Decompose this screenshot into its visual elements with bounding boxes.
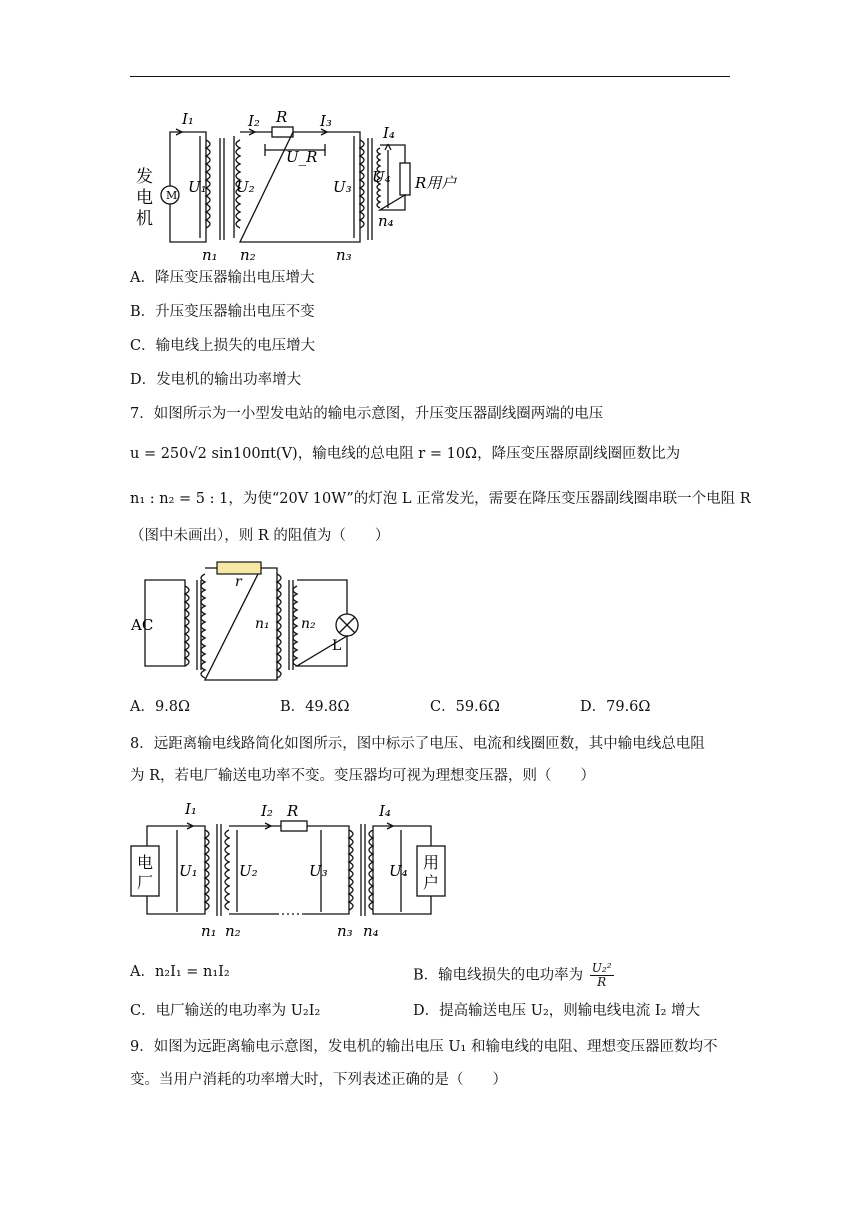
q7-option-a: A．9.8Ω [130,699,191,715]
q8-n2: n₂ [225,922,241,940]
q8-option-b [413,962,614,989]
q6-U4: U₄ [372,168,391,186]
q8-stem-line2: 为 R，若电厂输送电功率不变。变压器均可视为理想变压器，则（ ） [130,768,596,784]
q7-option-d: D．79.6Ω [580,699,651,715]
q8-option-b-text: B．输电线损失的电功率为 [413,967,584,984]
q6-n1: n₁ [202,246,218,264]
q7-option-b: B．49.8Ω [280,699,350,715]
q6-I3: I₃ [320,112,332,130]
q8-U1: U₁ [179,862,198,880]
q7-stem-line2: u = 250√2 sin100πt(V)，输电线的总电阻 r = 10Ω，降压变压器原副线圈匝数比为 [130,446,681,462]
q8-option-c: C．电厂输送的电功率为 U₂I₂ [130,1003,321,1019]
q8-U2: U₂ [239,862,258,880]
q8-I1: I₁ [185,800,197,818]
q8-I2: I₂ [261,802,273,820]
q8-plant-char-2: 厂 [137,873,154,892]
q6-n2: n₂ [240,246,256,264]
q6-U1: U₁ [188,178,207,196]
q8-plant-char-1: 电 [137,853,154,872]
q6-Ruser: R用户 [415,174,457,192]
q6-option-b: B．升压变压器输出电压不变 [130,304,315,320]
q6-I2: I₂ [248,112,260,130]
q6-R: R [276,108,288,126]
q7-lamp-label: L [332,638,342,654]
q8-option-b-fraction [590,962,614,989]
q7-circuit-diagram [125,558,375,688]
q6-n4: n₄ [378,212,394,230]
q7-n2: n₂ [301,616,316,632]
q8-U3: U₃ [309,862,328,880]
q7-ac-label: AC [131,616,154,634]
q7-stem-line1: 7．如图所示为一小型发电站的输电示意图，升压变压器副线圈两端的电压 [130,406,604,422]
q6-option-c: C．输电线上损失的电压增大 [130,338,316,354]
header-rule [130,76,730,77]
q8-user-char-1: 用 [423,853,440,872]
q6-I4: I₄ [383,124,395,142]
q8-n1: n₁ [201,922,217,940]
q6-gen-char-2: 电 [136,188,153,208]
q6-gen-char-1: 发 [136,167,153,187]
q6-U2: U₂ [236,178,255,196]
q6-option-d: D．发电机的输出功率增大 [130,372,302,388]
q9-stem-line1: 9．如图为远距离输电示意图，发电机的输出电压 U₁ 和输电线的电阻、理想变压器匝数均不 [130,1039,718,1055]
q8-frac-den: R [597,975,607,989]
q8-circuit-diagram [125,794,455,946]
q8-n3: n₃ [337,922,353,940]
q8-n4: n₄ [363,922,379,940]
q6-UR: U_R [286,148,318,166]
q7-n1: n₁ [255,616,270,632]
q6-n3: n₃ [336,246,352,264]
q8-R: R [287,802,299,820]
q7-r-label: r [235,574,242,590]
q8-frac-num: U₂² [591,961,612,975]
q6-circuit-diagram [130,100,460,265]
q8-user-char-2: 户 [423,873,440,892]
q7-option-c: C．59.6Ω [430,699,500,715]
q6-option-a: A．降压变压器输出电压增大 [130,270,315,286]
q6-U3: U₃ [333,178,352,196]
q7-stem-line4: （图中未画出），则 R 的阻值为（ ） [130,528,390,544]
q6-gen-char-3: 机 [136,209,153,229]
q8-option-a: A．n₂I₁ = n₁I₂ [130,964,230,980]
q6-motor-label: M [166,189,178,202]
q8-stem-line1: 8．远距离输电线路简化如图所示，图中标示了电压、电流和线圈匝数，其中输电线总电阻 [130,736,705,752]
q8-I4: I₄ [379,802,391,820]
q8-U4: U₄ [389,862,408,880]
q9-stem-line2: 变。当用户消耗的功率增大时，下列表述正确的是（ ） [130,1072,507,1088]
q7-stem-line3: n₁ : n₂ = 5 : 1，为使“20V 10W”的灯泡 L 正常发光，需要在降压变压器副线圈串联一个电阻 R [130,491,751,507]
q8-option-d: D．提高输送电压 U₂，则输电线电流 I₂ 增大 [413,1003,701,1019]
q6-I1: I₁ [182,110,194,128]
